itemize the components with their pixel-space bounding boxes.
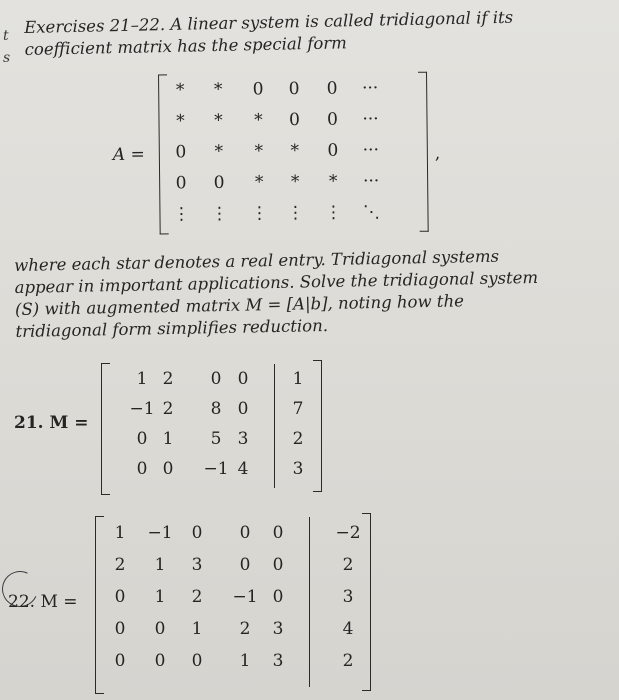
matrix-a-entry: ⋮ bbox=[324, 202, 343, 223]
matrix-a-entry: ··· bbox=[362, 109, 379, 130]
ex22-coefficient-entry: 2 bbox=[114, 555, 126, 575]
margin-letter: t bbox=[3, 28, 9, 44]
ex22-coefficient-entry: 0 bbox=[191, 651, 203, 671]
ex21-coefficient-entry: 0 bbox=[136, 429, 148, 449]
ex22-coefficient-entry: 0 bbox=[114, 587, 126, 607]
right-bracket bbox=[418, 72, 429, 232]
ex22-rhs-entry: 3 bbox=[342, 587, 354, 607]
exercise-intro bbox=[24, 5, 585, 61]
matrix-a-entry: 0 bbox=[288, 79, 300, 100]
matrix-a-entry: ··· bbox=[362, 171, 380, 192]
ex21-coefficient-entry: 0 bbox=[162, 459, 174, 479]
matrix-a-entry: * bbox=[254, 141, 264, 162]
matrix-a-entry: 0 bbox=[175, 142, 187, 163]
ex21-coefficient-entry: 0 bbox=[237, 399, 249, 419]
ex21-rhs-entry: 1 bbox=[292, 369, 304, 389]
ex22-coefficient-entry: 0 bbox=[272, 523, 284, 543]
matrix-a-label: A = bbox=[112, 144, 145, 165]
ex21-rhs-entry: 2 bbox=[292, 429, 304, 449]
exercise-21-label: 21. M = bbox=[14, 413, 89, 433]
ex22-coefficient-entry: 3 bbox=[272, 651, 284, 671]
ex22-coefficient-entry: −1 bbox=[232, 587, 258, 607]
intro-line: Exercises 21–22. A linear system is called tridiagonal if its bbox=[24, 7, 514, 37]
ex22-right-bracket bbox=[362, 513, 371, 691]
ex22-rhs-entry: 2 bbox=[342, 651, 354, 671]
matrix-a-entry: 0 bbox=[288, 110, 301, 131]
margin-letter: s bbox=[3, 50, 11, 66]
ex22-coefficient-entry: 0 bbox=[239, 523, 251, 543]
matrix-a-entry: 0 bbox=[326, 109, 339, 130]
matrix-a-comma: , bbox=[434, 143, 441, 164]
ex22-rhs-entry: 2 bbox=[342, 555, 354, 575]
ex21-coefficient-entry: −1 bbox=[129, 399, 155, 419]
ex22-coefficient-entry: 2 bbox=[191, 587, 203, 607]
matrix-a-entry: 0 bbox=[326, 78, 338, 99]
ex22-rhs-entry: −2 bbox=[335, 523, 361, 543]
ex21-coefficient-entry: 1 bbox=[162, 429, 174, 449]
matrix-a-entry: 0 bbox=[175, 173, 187, 194]
ex21-coefficient-entry: 0 bbox=[136, 459, 148, 479]
ex22-coefficient-entry: 0 bbox=[154, 619, 166, 639]
matrix-a-entry: ··· bbox=[362, 140, 380, 161]
intro-line: coefficient matrix has the special form bbox=[24, 33, 348, 59]
ex22-augment-bar bbox=[309, 517, 310, 687]
matrix-a-entry: * bbox=[290, 172, 300, 193]
ex21-coefficient-entry: 8 bbox=[210, 399, 222, 419]
ex22-coefficient-entry: 0 bbox=[114, 619, 126, 639]
ex21-coefficient-entry: 3 bbox=[237, 429, 249, 449]
ex21-coefficient-entry: 0 bbox=[210, 369, 222, 389]
ex21-coefficient-entry: 0 bbox=[237, 369, 249, 389]
ex22-left-bracket bbox=[95, 516, 104, 694]
ex22-coefficient-entry: 1 bbox=[154, 555, 166, 575]
matrix-a-entry: 0 bbox=[327, 140, 339, 161]
ex21-rhs-entry: 7 bbox=[292, 399, 304, 419]
ex22-coefficient-entry: 1 bbox=[154, 587, 166, 607]
instructions-paragraph bbox=[14, 245, 548, 343]
ex22-coefficient-entry: 0 bbox=[114, 651, 126, 671]
matrix-a-entry: 0 bbox=[213, 172, 225, 193]
ex22-coefficient-entry: 1 bbox=[191, 619, 203, 639]
matrix-a-entry: * bbox=[175, 80, 185, 101]
ex21-coefficient-entry: 2 bbox=[162, 369, 174, 389]
paragraph-line: where each star denotes a real entry. Tridiagonal systems bbox=[14, 246, 500, 275]
ex22-coefficient-entry: 0 bbox=[239, 555, 251, 575]
ex21-rhs-entry: 3 bbox=[292, 459, 304, 479]
ex22-rhs-entry: 4 bbox=[342, 619, 354, 639]
paragraph-line: tridiagonal form simplifies reduction. bbox=[15, 315, 329, 341]
ex21-coefficient-entry: 5 bbox=[210, 429, 222, 449]
matrix-a-entry: ··· bbox=[361, 78, 379, 99]
ex21-right-bracket bbox=[313, 360, 322, 492]
matrix-a-entry: ⋮ bbox=[172, 204, 191, 225]
ex22-coefficient-entry: 1 bbox=[239, 651, 251, 671]
ex22-coefficient-entry: 1 bbox=[114, 523, 126, 543]
matrix-a-entry: ⋮ bbox=[286, 202, 305, 224]
paragraph-line: appear in important applications. Solve the tridiagonal system bbox=[14, 267, 539, 297]
matrix-a-entry: ⋱ bbox=[362, 202, 381, 223]
matrix-a-entry: * bbox=[176, 111, 185, 132]
matrix-a-entry: 0 bbox=[252, 79, 264, 100]
matrix-a-entry: * bbox=[254, 110, 263, 131]
ex21-coefficient-entry: 2 bbox=[162, 399, 174, 419]
paragraph-line: (S) with augmented matrix M = [A|b], noting how the bbox=[14, 291, 465, 319]
ex22-coefficient-entry: 3 bbox=[191, 555, 203, 575]
ex21-coefficient-entry: 1 bbox=[136, 369, 148, 389]
ex22-coefficient-entry: 2 bbox=[239, 619, 251, 639]
exercise-22-label: 22. M = bbox=[8, 592, 78, 612]
matrix-a-entry: ⋮ bbox=[250, 203, 269, 224]
ex21-coefficient-entry: −1 bbox=[203, 459, 229, 479]
ex22-coefficient-entry: 0 bbox=[272, 587, 284, 607]
matrix-a-entry: * bbox=[328, 171, 338, 192]
matrix-a-entry: * bbox=[290, 141, 300, 162]
ex21-augment-bar bbox=[274, 364, 275, 488]
ex21-coefficient-entry: 4 bbox=[237, 459, 249, 479]
ex22-coefficient-entry: 0 bbox=[154, 651, 166, 671]
matrix-a-entry: * bbox=[254, 172, 264, 193]
matrix-a-entry: * bbox=[214, 141, 224, 162]
ex22-coefficient-entry: 0 bbox=[191, 523, 203, 543]
matrix-a-entry: ⋮ bbox=[210, 203, 229, 224]
ex22-coefficient-entry: 3 bbox=[272, 619, 284, 639]
matrix-a-entry: * bbox=[213, 79, 223, 100]
ex22-coefficient-entry: 0 bbox=[272, 555, 284, 575]
tridiagonal-matrix-a bbox=[112, 69, 454, 238]
matrix-a-entry: * bbox=[214, 110, 223, 131]
ex22-coefficient-entry: −1 bbox=[147, 523, 173, 543]
ex21-left-bracket bbox=[101, 363, 110, 495]
